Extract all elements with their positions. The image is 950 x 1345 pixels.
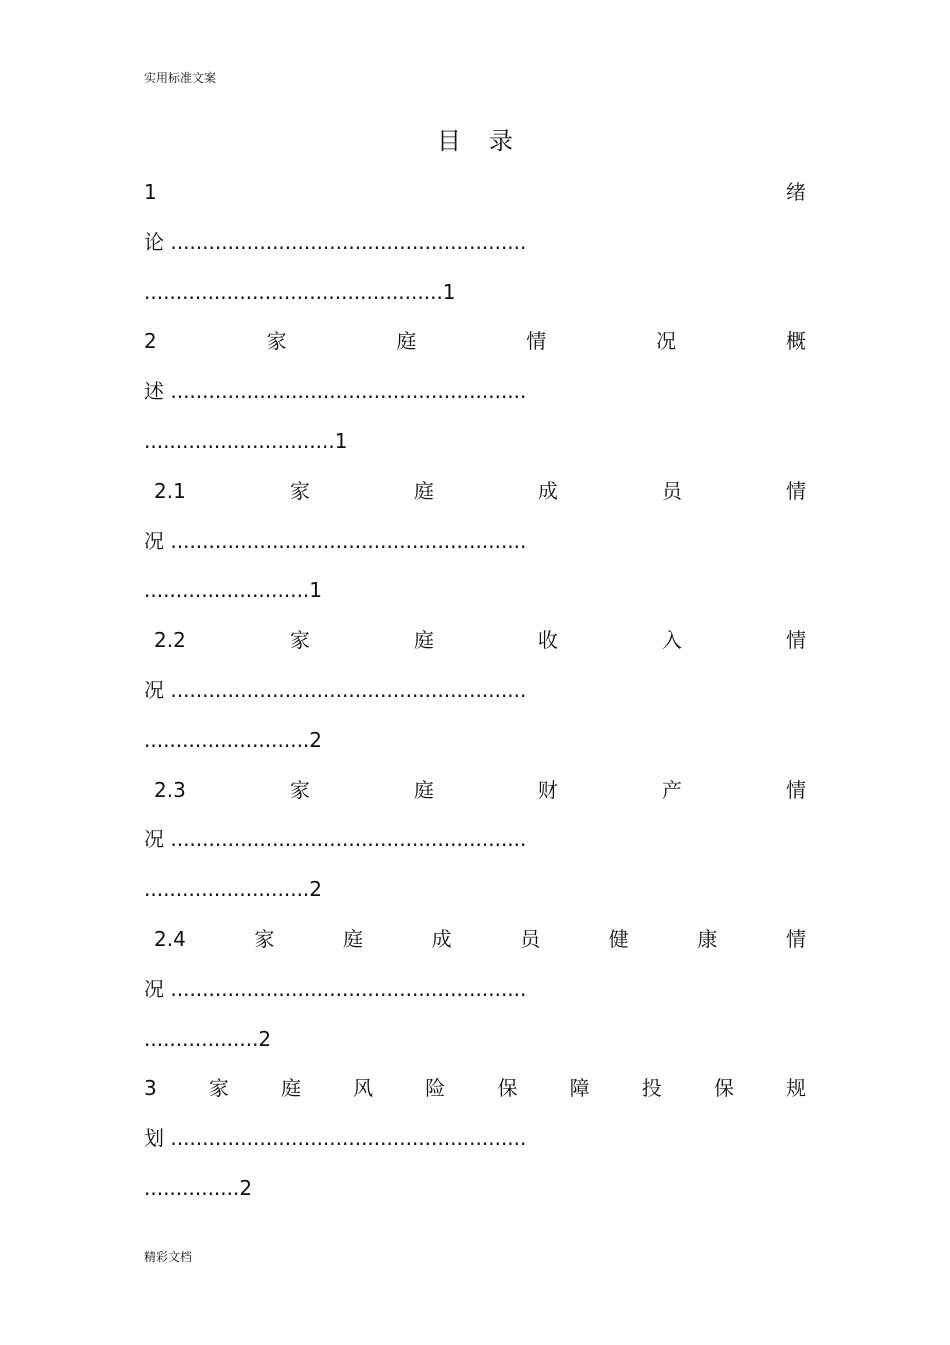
- toc-entry-3-heading[interactable]: [144, 1071, 806, 1121]
- toc-token: 家: [266, 329, 287, 354]
- toc-token: 情: [526, 329, 547, 354]
- toc-title: [0, 126, 950, 156]
- toc-token: 2.2: [154, 628, 186, 653]
- toc-token: 入: [661, 628, 682, 653]
- toc-entry-3-page: ...............2: [144, 1175, 253, 1200]
- toc-entry-2-3-leader: 况 ........................................................: [144, 827, 527, 852]
- toc-token: 庭: [413, 478, 434, 503]
- toc-token: 家: [289, 777, 310, 802]
- toc-token: 绪: [786, 180, 806, 204]
- toc-token: 险: [425, 1076, 446, 1101]
- toc-entry-2-1-page: ..........................1: [144, 578, 323, 603]
- toc-token: 概: [785, 329, 806, 354]
- toc-token: 1: [144, 180, 157, 204]
- toc-token: 2: [144, 329, 157, 354]
- toc-token: 财: [537, 777, 558, 802]
- toc-entry-2-3-page: ..........................2: [144, 877, 323, 902]
- toc-token: 员: [661, 478, 682, 503]
- toc-entry-2-2-heading[interactable]: [144, 623, 806, 673]
- toc-entry-2-leader: 述 ........................................................: [144, 379, 527, 404]
- toc-token: 2.3: [154, 777, 186, 802]
- toc-entry-2-4-page: ..................2: [144, 1026, 272, 1051]
- toc-token: 庭: [343, 926, 363, 951]
- toc-token: 庭: [413, 777, 434, 802]
- toc-token: 规: [786, 1076, 806, 1101]
- toc-token: 家: [208, 1076, 229, 1101]
- page-header: 实用标准文案: [144, 71, 217, 85]
- toc-token: 风: [353, 1076, 374, 1101]
- toc-entry-2-4-leader: 况 ........................................................: [144, 976, 527, 1001]
- toc-token: 康: [697, 926, 718, 951]
- toc-entry-2-2-page: ..........................2: [144, 727, 323, 752]
- toc-token: 保: [497, 1076, 518, 1101]
- toc-token: 3: [144, 1076, 157, 1101]
- toc-token: 健: [608, 926, 629, 951]
- toc-token: 庭: [396, 329, 417, 354]
- toc-entry-2-1-heading[interactable]: [144, 474, 806, 524]
- toc-token: 2.4: [154, 926, 186, 951]
- toc-entry-2-1-leader: 况 ........................................................: [144, 528, 527, 553]
- toc-token: 庭: [281, 1076, 302, 1101]
- toc-entry-1-page: ...............................................1: [144, 279, 456, 304]
- toc-token: 投: [641, 1076, 662, 1101]
- toc-entry-2-page: ..............................1: [144, 428, 348, 453]
- toc-token: 情: [785, 926, 806, 951]
- table-of-contents: [144, 175, 806, 1221]
- toc-entry-2-4-heading[interactable]: [144, 922, 806, 972]
- toc-token: 成: [431, 926, 452, 951]
- toc-token: 情: [785, 478, 806, 503]
- toc-entry-3-leader: 划 ........................................................: [144, 1126, 527, 1151]
- title-char: 目: [437, 127, 461, 155]
- toc-token: 家: [289, 478, 310, 503]
- toc-token: 情: [785, 777, 806, 802]
- toc-entry-2-2-leader: 况 ........................................................: [144, 677, 527, 702]
- toc-entry-2-3-heading[interactable]: [144, 773, 806, 823]
- toc-entry-1-leader: 论 ........................................................: [144, 229, 527, 254]
- page-footer: 精彩文档: [144, 1250, 193, 1264]
- toc-token: 2.1: [154, 478, 186, 503]
- toc-token: 员: [520, 926, 541, 951]
- toc-token: 产: [661, 777, 682, 802]
- toc-entry-1-heading[interactable]: [144, 175, 806, 225]
- toc-token: 庭: [413, 628, 434, 653]
- toc-token: 情: [785, 628, 806, 653]
- toc-token: 家: [289, 628, 310, 653]
- toc-token: 保: [713, 1076, 734, 1101]
- toc-token: 成: [537, 478, 558, 503]
- toc-token: 家: [254, 926, 275, 951]
- toc-token: 收: [537, 628, 558, 653]
- toc-token: 况: [656, 329, 677, 354]
- title-char: 录: [489, 127, 513, 155]
- toc-token: 障: [569, 1076, 590, 1101]
- toc-entry-2-heading[interactable]: [144, 324, 806, 374]
